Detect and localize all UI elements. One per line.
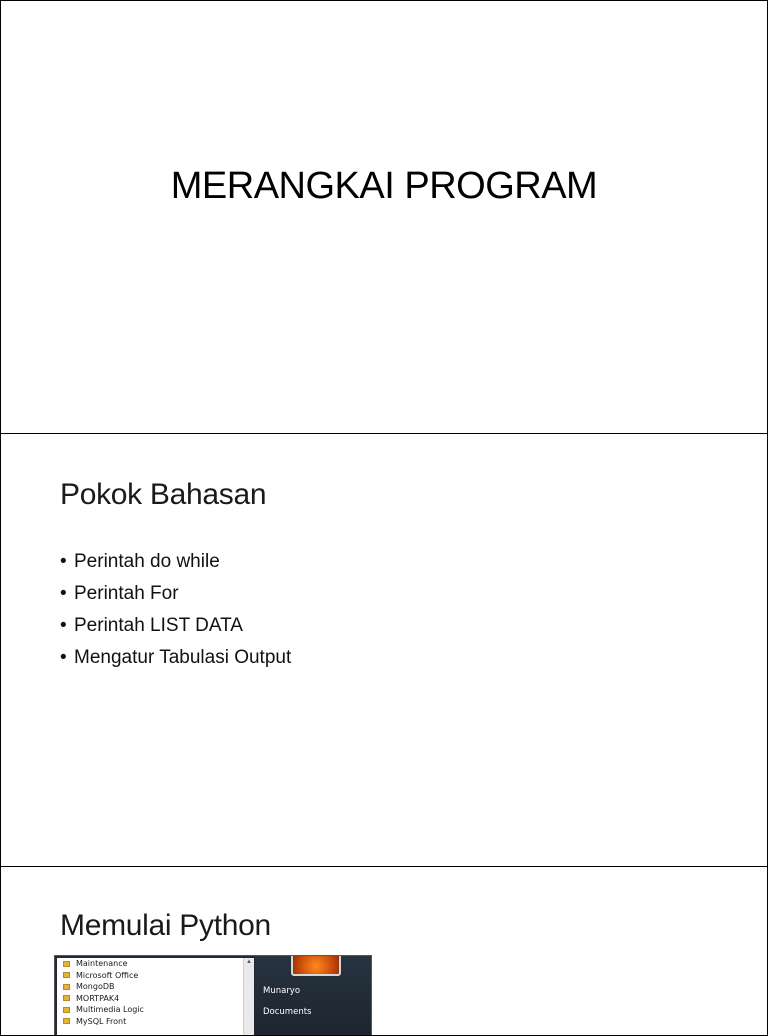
title-slide <box>0 0 768 434</box>
slide-heading: Memulai Python <box>60 909 271 942</box>
bullet-item: • Perintah LIST DATA <box>60 615 243 636</box>
program-list <box>57 958 243 1036</box>
scrollbar <box>243 958 254 1036</box>
scroll-up-icon: ▲ <box>246 959 252 965</box>
program-label: Multimedia Logic <box>76 1005 144 1014</box>
bullet-item: • Perintah For <box>60 583 179 604</box>
bullet-item: • Mengatur Tabulasi Output <box>60 647 292 668</box>
folder-icon <box>63 1018 70 1024</box>
bullet-text: Mengatur Tabulasi Output <box>74 647 292 668</box>
program-label: MySQL Front <box>76 1016 127 1026</box>
program-label: MORTPAK4 <box>76 993 120 1003</box>
program-label: MongoDB <box>76 982 115 991</box>
program-list-item <box>57 1004 243 1016</box>
folder-icon <box>63 984 70 990</box>
right-panel-item: Munaryo <box>263 986 301 996</box>
program-list-item <box>57 970 243 982</box>
folder-icon <box>63 1007 70 1013</box>
folder-icon <box>63 961 70 967</box>
program-label: Maintenance <box>76 959 128 968</box>
python-slide <box>0 866 768 1036</box>
bullet-text: Perintah LIST DATA <box>74 615 243 636</box>
folder-icon <box>63 972 70 978</box>
user-picture <box>291 955 341 976</box>
program-list-item <box>57 1016 243 1028</box>
bullet-list <box>60 550 291 678</box>
bullet-text: Perintah For <box>74 583 179 604</box>
program-list-item <box>57 958 243 970</box>
program-list-item <box>57 993 243 1005</box>
start-menu-right-panel <box>255 956 371 1036</box>
folder-icon <box>63 995 70 1001</box>
slide-heading: Pokok Bahasan <box>60 478 267 511</box>
bullet-text: Perintah do while <box>74 551 220 572</box>
right-panel-item: Documents <box>263 1007 312 1017</box>
program-list-item <box>57 981 243 993</box>
slide-title: MERANGKAI PROGRAM <box>170 165 598 207</box>
program-label: Microsoft Office <box>76 970 139 980</box>
bullet-item: • Perintah do while <box>60 551 220 572</box>
topics-slide <box>0 433 768 867</box>
